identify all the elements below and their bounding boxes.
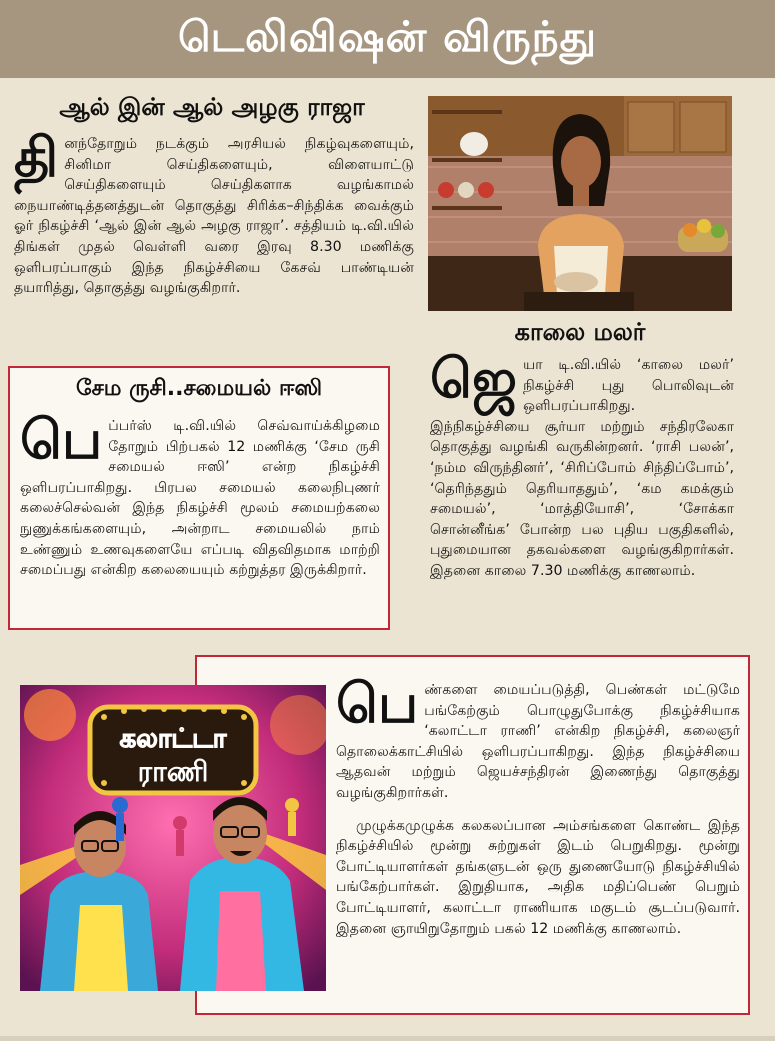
article-2-text: ப்பர்ஸ் டி.வி.யில் செவ்வாய்க்கிழமை தோறும் பிற்பகல் 12 மணிக்கு ‘சேம ருசி சமையல் ஈஸி’ என்ற நிகழ்ச்சி ஒளிபரப்பாகிறது. பிரபல சமையல் கலைநிபுணர் கலைச்செல்வன் இந்த நிகழ்ச்சி மூலம் சமையற்கலை நுணுக்கங்களையும், அன்றாட சமையலில் நாம் உண்ணும் உணவுகளையே எப்படி விதவிதமாக மாற்றி சமைப்பது என்கிற கலையையும் கற்றுத்தர இருக்கிறார்.	[20, 418, 380, 579]
article-4-body	[336, 672, 740, 939]
page-footer-rule	[0, 1036, 775, 1041]
page-banner	[0, 0, 775, 78]
article-2-body	[20, 408, 380, 581]
article-2-headline: சேம ருசி..சமையல் ஈஸி	[75, 376, 323, 401]
article-1-dropcap: தி	[14, 126, 59, 189]
svg-text:ராணி: ராணி	[137, 755, 209, 788]
article-3-headline: காலை மலர்	[514, 318, 646, 346]
galatta-rani-poster	[20, 685, 326, 991]
article-4-paragraph-2: முழுக்கமுழுக்க கலகலப்பான அம்சங்களை கொண்ட இந்த நிகழ்ச்சியில் மூன்று சுற்றுகள் இடம் பெறுகிறது. மூன்று போட்டியாளர்கள் தங்களுடன் ஒரு துணையோடு நிகழ்ச்சியில் பங்கேற்பார்கள். இறுதியாக, அதிக மதிப்பெண் பெறும் போட்டியாளர், கலாட்டா ராணியாக மகுடம் சூடப்படுவார். இதனை ஞாயிறுதோறும் பகல் 12 மணிக்கு காணலாம்.	[336, 817, 740, 937]
article-4-dropcap: பெ	[336, 672, 419, 735]
article-1-body	[14, 126, 414, 299]
article-1-headline: ஆல் இன் ஆல் அழகு ராஜா	[59, 93, 365, 121]
article-4-paragraph-1	[336, 672, 740, 804]
article-2-box	[8, 366, 390, 630]
article-3-text: யா டி.வி.யில் ‘காலை மலர்’ நிகழ்ச்சி புது பொலிவுடன் ஒளிபரப்பாகிறது. இந்நிகழ்ச்சியை சூர்யா மற்றும் சந்திரலேகா தொகுத்து வழங்கி வருகின்றனர். ‘ராசி பலன்’, ‘நம்ம விருந்தினர்’, ‘சிரிப்போம் சிந்திப்போம்’, ‘தெரிந்ததும் தெரியாததும்’, ‘கம கமக்கும் சமையல்’, ‘மாத்தியோசி’, ‘சோக்கா சொன்னீங்க’ போன்ற பல புதிய பகுதிகளில், புதுமையான தகவல்களை வழங்குகிறார்கள். இதனை காலை 7.30 மணிக்கு காணலாம்.	[430, 357, 734, 579]
article-2-dropcap: பெ	[20, 408, 103, 471]
article-4-text-1: ண்களை மையப்படுத்தி, பெண்கள் மட்டுமே பங்கேற்கும் பொழுதுபோக்கு நிகழ்ச்சியாக ‘கலாட்டா ராணி’ என்கிற நிகழ்ச்சி, கலைஞர் தொலைக்காட்சியில் ஒளிபரப்பாகிறது. இந்த நிகழ்ச்சியை ஆதவன் மற்றும் ஜெயச்சந்திரன் இணைந்து தொகுத்து வழங்குகிறார்கள்.	[336, 682, 740, 801]
svg-text:கலாட்டா: கலாட்டா	[119, 724, 227, 754]
kaalai-malar-photo	[428, 96, 732, 311]
page-title: டெலிவிஷன் விருந்து	[177, 11, 598, 61]
kitchen-host-image	[428, 96, 732, 311]
article-3-body	[430, 347, 734, 582]
article-3-dropcap: ஜெ	[430, 347, 518, 410]
galatta-rani-image	[20, 685, 326, 991]
article-1-text: னந்தோறும் நடக்கும் அரசியல் நிகழ்வுகளையும், சினிமா செய்திகளையும், விளையாட்டு செய்திகளையும் செய்திகளாக வழங்காமல் நையாண்டித்தனத்துடன் தொகுத்து சிரிக்க–சிந்திக்க வைக்கும் ஓர் நிகழ்ச்சி ‘ஆல் இன் ஆல் அழகு ராஜா’. சத்தியம் டி.வி.யில் திங்கள் முதல் வெள்ளி வரை இரவு 8.30 மணிக்கு ஒளிபரப்பாகும் இந்த நிகழ்ச்சியை கேசவ் பாண்டியன் தயாரித்து, தொகுத்து வழங்குகிறார்.	[14, 136, 414, 297]
